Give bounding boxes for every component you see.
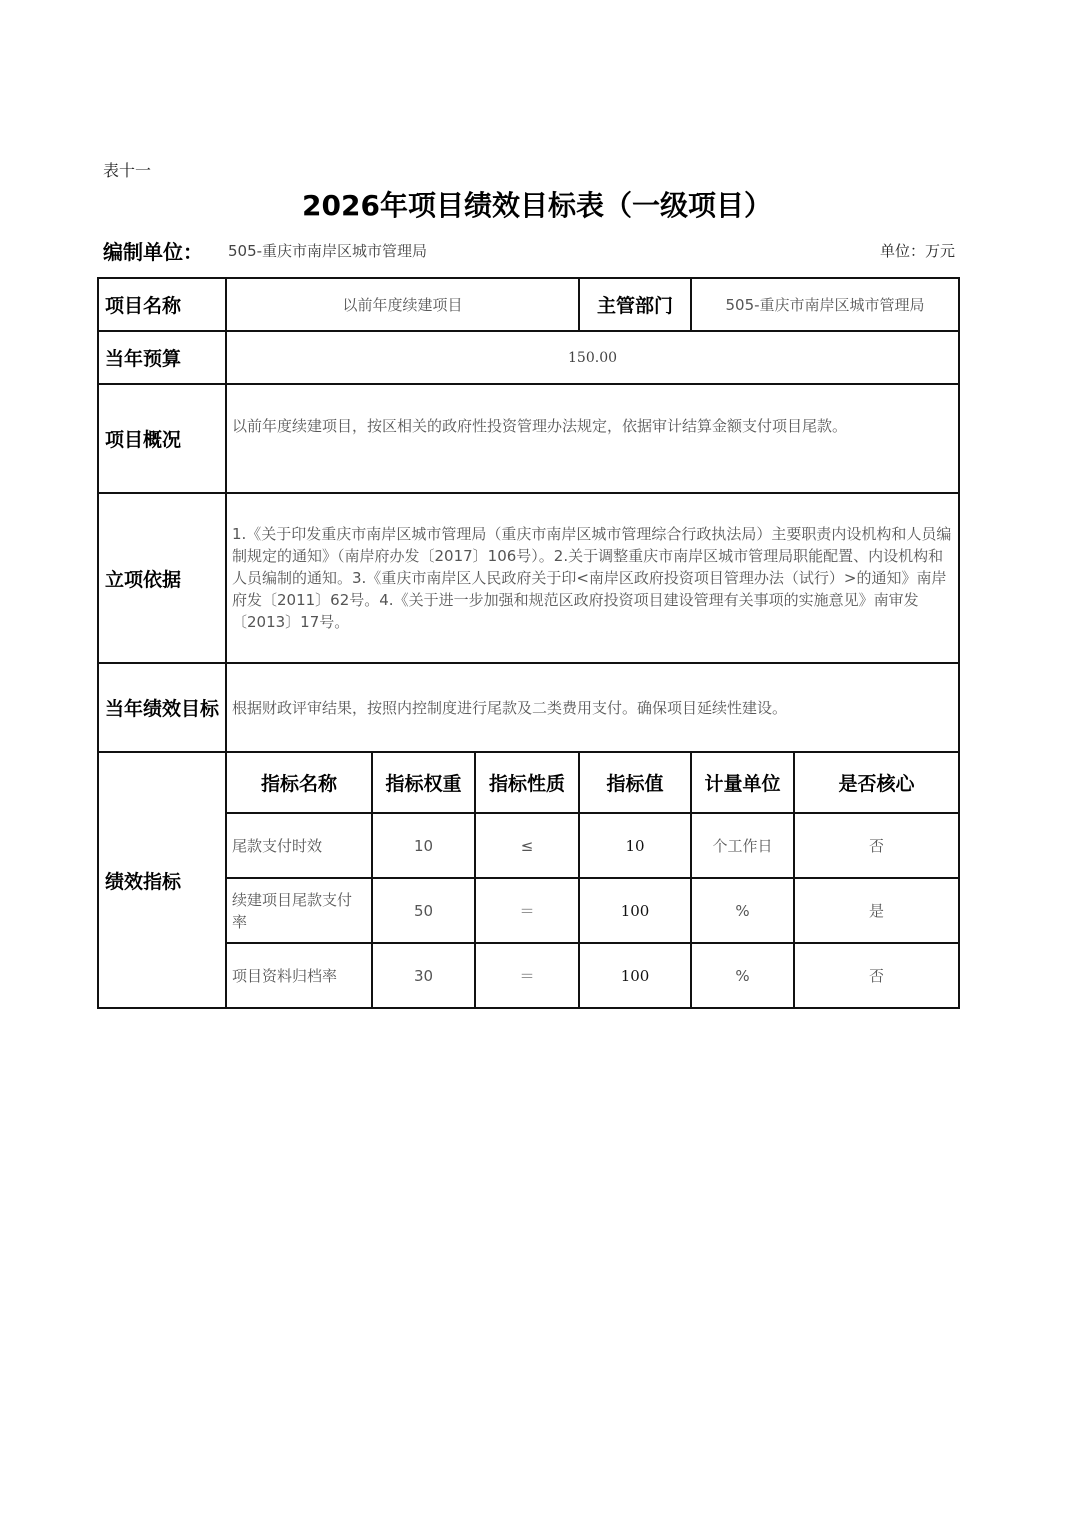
table-row <box>98 493 959 663</box>
budget-label: 当年预算 <box>98 331 226 384</box>
unit-label: 编制单位： <box>103 240 203 264</box>
basis-label: 立项依据 <box>98 493 226 663</box>
overview-label: 项目概况 <box>98 384 226 493</box>
goal: 根据财政评审结果，按照内控制度进行尾款及二类费用支付。确保项目延续性建设。 <box>226 663 959 752</box>
money-unit: 单位：万元 <box>879 242 955 260</box>
indicator-unit: % <box>691 943 794 1008</box>
dept-label: 主管部门 <box>579 278 691 331</box>
table-row <box>98 278 959 331</box>
indicator-name: 项目资料归档率 <box>226 943 372 1008</box>
indicator-core: 否 <box>794 943 959 1008</box>
indicator-value: 100 <box>579 943 691 1008</box>
basis: 1.《关于印发重庆市南岸区城市管理局（重庆市南岸区城市管理综合行政执法局）主要职责内设机构和人员编制规定的通知》（南岸府办发〔2017〕106号）。2.关于调整重庆市南岸区城市管理局职能配置、内设机构和人员编制的通知。3.《重庆市南岸区人民政府关于印<南岸区政府投资项目管理办法（试行）>的通知》南岸府发〔2011〕62号。4.《关于进一步加强和规范区政府投资项目建设管理有关事项的实施意见》南审发〔2013〕17号。 <box>226 493 959 663</box>
indicator-unit: % <box>691 878 794 943</box>
indicator-core: 是 <box>794 878 959 943</box>
indicator-weight: 10 <box>372 813 475 878</box>
col-header: 是否核心 <box>794 752 959 813</box>
col-header: 指标权重 <box>372 752 475 813</box>
indicator-unit: 个工作日 <box>691 813 794 878</box>
indicator-name: 尾款支付时效 <box>226 813 372 878</box>
table-tag: 表十一 <box>103 161 152 180</box>
table-row <box>98 384 959 493</box>
indicator-row <box>98 878 959 943</box>
page-title: 2026年项目绩效目标表（一级项目） <box>302 189 772 222</box>
col-header: 指标性质 <box>475 752 579 813</box>
indicator-name: 续建项目尾款支付率 <box>226 878 372 943</box>
indicators-label: 绩效指标 <box>98 752 226 1008</box>
indicator-header-row <box>98 752 959 813</box>
indicator-core: 否 <box>794 813 959 878</box>
budget: 150.00 <box>226 331 959 384</box>
indicator-nature: ＝ <box>475 943 579 1008</box>
dept: 505-重庆市南岸区城市管理局 <box>691 278 959 331</box>
col-header: 计量单位 <box>691 752 794 813</box>
unit-row <box>103 236 955 264</box>
indicator-value: 10 <box>579 813 691 878</box>
indicator-nature: ≤ <box>475 813 579 878</box>
col-header: 指标值 <box>579 752 691 813</box>
goal-label: 当年绩效目标 <box>98 663 226 752</box>
project-name: 以前年度续建项目 <box>226 278 579 331</box>
project-name-label: 项目名称 <box>98 278 226 331</box>
performance-table <box>97 277 960 1009</box>
indicator-value: 100 <box>579 878 691 943</box>
table-row <box>98 331 959 384</box>
indicator-row <box>98 943 959 1008</box>
indicator-weight: 50 <box>372 878 475 943</box>
table-row <box>98 663 959 752</box>
overview: 以前年度续建项目，按区相关的政府性投资管理办法规定，依据审计结算金额支付项目尾款。 <box>226 384 959 493</box>
indicator-row <box>98 813 959 878</box>
indicator-nature: ＝ <box>475 878 579 943</box>
indicator-weight: 30 <box>372 943 475 1008</box>
col-header: 指标名称 <box>226 752 372 813</box>
unit-name: 505-重庆市南岸区城市管理局 <box>228 242 428 260</box>
